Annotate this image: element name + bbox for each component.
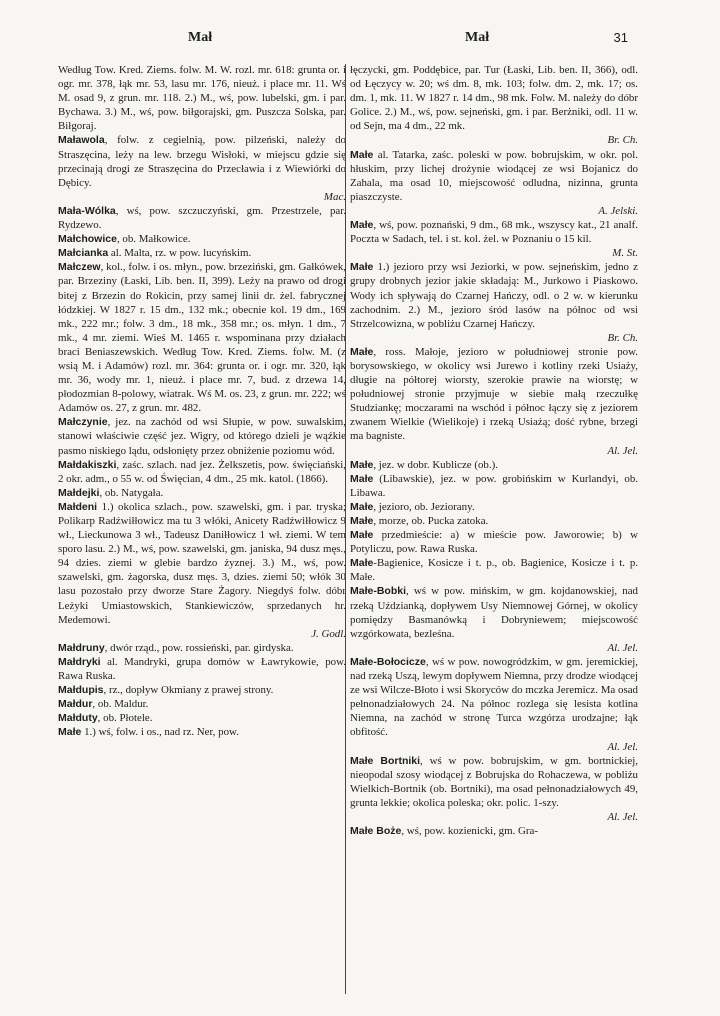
column-divider — [345, 64, 346, 994]
entry-headword: Małe — [350, 500, 374, 513]
dictionary-entry — [350, 472, 638, 500]
entry-headword: Małe — [350, 458, 374, 471]
entry-text: 1.) wś, folw. i os., nad rz. Ner, pow. — [81, 726, 239, 739]
right-column — [350, 63, 638, 998]
entry-headword: Mała-Wólka — [58, 204, 116, 217]
entry-signature: M. St. — [612, 247, 638, 260]
entry-text: , jez. na zachód od wsi Słupie, w pow. suwalskim, stanowi właściwie część jez. Wigry, od którego dzieli je wąźkie pasmo niskiego lądu, odsłonięty przez obniżenie poziomu wód. — [58, 416, 346, 457]
dictionary-entry — [350, 556, 638, 584]
entry-headword: Małczew — [58, 261, 101, 274]
entry-text: , zaśc. szlach. nad jez. Żelkszetis, pow. święciański, 2 okr. adm., o 55 w. od Święcian, 4 dm., 25 mk. katol. (1866). — [58, 458, 346, 485]
entry-headword: Małdruny — [58, 641, 105, 654]
dictionary-entry — [350, 500, 638, 514]
dictionary-entry — [350, 148, 638, 218]
dictionary-entry — [58, 500, 346, 641]
entry-headword: Małe — [58, 726, 82, 739]
entry-headword: Małczynie — [58, 416, 108, 429]
entry-text: , wś, pow. kozienicki, gm. Gra- — [401, 825, 538, 838]
running-head-right: Mał — [465, 30, 490, 45]
entry-text: al. Malta, rz. w pow. lucyńskim. — [108, 247, 252, 260]
dictionary-entry — [350, 514, 638, 528]
entry-signature: J. Godl. — [311, 627, 346, 640]
dictionary-entry — [350, 458, 638, 472]
entry-text: , kol., folw. i os. młyn., pow. brzeziński, gm. Gałkówek, par. Brzeziny (Łaski, Lib. ben. II, 399). Leży na prawo od drogi bitej z Brzezin do Rokicin, przy samej linii dr. żel. fabrycznej łódzkiej. W 1827 r. 15 dm., 132 mk.; obecnie kol. 19 dm., 169 mk., 222 mr.; folw. 3 dm., 18 mk., 358 mr.; os. młyn. 1 dm., 7 mk., 4 mr. ziemi. Wieś M. 1465 r. wspominana przy działach braci Beniaszewskich. Według Tow. Kred. Ziems. folw. M. (z wsią M. i Adamów) rozl. mr. 364: grunta or. i ogr. mr. 320, łąk mr. 36, wody mr. 1, nieuż. i place mr. 7, bud. z drzewa 14, płodozmian 8-polowy, wiatrak. Wś M. os. 23, z grun. mr. 222; wś Adamów os. 27, z grun. mr. 482. — [58, 261, 346, 415]
entry-headword: Małe Bortniki — [350, 754, 421, 767]
entry-text: -Bagienice, Kosicze i t. p., ob. Bagienice, Kosicze i t. p. Małe. — [350, 557, 638, 584]
entry-headword: Małdupis — [58, 684, 104, 697]
entry-headword: Małdeni — [58, 500, 98, 513]
dictionary-entry — [58, 204, 346, 232]
entry-headword: Małe — [350, 219, 374, 232]
entry-headword: Małe — [350, 345, 374, 358]
page-header — [58, 30, 628, 50]
entry-text: , dwór rząd., pow. rossieński, par. girdyska. — [104, 641, 294, 654]
dictionary-entry — [58, 415, 346, 457]
entry-signature: A. Jelski. — [598, 204, 638, 217]
left-column — [58, 63, 346, 998]
dictionary-entry — [58, 711, 346, 725]
dictionary-entry — [58, 641, 346, 655]
entry-headword: Małe-Bołocicze — [350, 655, 426, 668]
entry-text: 1.) okolica szlach., pow. szawelski, gm. i par. tryska; Polikarp Radźwiłłowicz ma tu 3 włóki, Anicety Radźwiłłowicz 9 wł., Lieckunowa 3 wł., Tadeusz Daniłłowicz 1 wł. ziemi. W tem sporo lasu. 2.) M., wś, pow. szawelski, gm. janiska, 94 dusz męs., 94 dzies. ziemi w glebie bardzo żyznej. 3.) M., wś, pow. szawelski, gm. żagorska, dusz męs. 3, dzies. ziemi 50; włók 30 lasu pozostało przy dworze Stare Żagory. Niegdyś folw. dóbr Leżyki Umiastowskich, Stankiewiczów, sprzedanych hr. Medemowi. — [58, 500, 346, 626]
entry-headword: Małcianka — [58, 247, 109, 260]
entry-text: Według Tow. Kred. Ziems. folw. M. W. rozl. mr. 618: grunta or. i ogr. mr. 378, łąk mr. 53, lasu mr. 176, nieuż. i place mr. 11. Wś M. osad 9, z grun. mr. 118. 2.) M., wś, pow. lubelski, gm. i par. Bychawa. 3.) M., wś, pow. biłgorajski, gm. Puszcza Solska, par. Biłgoraj. — [58, 64, 346, 133]
entry-headword: Małe — [350, 148, 374, 161]
entry-signature: Al. Jel. — [607, 444, 638, 457]
entry-text: , rz., dopływ Okmiany z prawej strony. — [103, 684, 274, 697]
dictionary-entry — [58, 697, 346, 711]
dictionary-entry — [58, 486, 346, 500]
page-number: 31 — [613, 30, 628, 45]
dictionary-entry — [58, 63, 346, 133]
dictionary-entry — [350, 218, 638, 260]
entry-text: , morze, ob. Pucka zatoka. — [373, 515, 489, 527]
entry-text: , jez. w dobr. Kublicze (ob.). — [373, 458, 498, 471]
entry-text: (Libawskie), jez. w pow. grobińskim w Kurlandyi, ob. Libawa. — [350, 472, 638, 499]
entry-text: , ross. Małoje, jezioro w południowej stronie pow. borysowskiego, w okolicy wsi Jurewo i kotliny rzeki Usiaży, długie na półtorej wiorsty, szerokie prawie na wiorstę; w południowej stronie przyjmuje w siebie małą rzeczułkę Studziankę; moczarami na wschód i północ łączy się z jeziorem zwanem Wielkie (Wielikoje) i rzeką Usiażą; dość rybne, brzegi ma bagniste. — [350, 345, 638, 443]
entry-headword: Małe — [350, 261, 374, 274]
dictionary-entry — [58, 246, 346, 260]
entry-signature: Mac. — [323, 190, 346, 203]
entry-headword: Małdur — [58, 698, 93, 711]
dictionary-entry — [58, 725, 346, 739]
entry-text: , ob. Płotele. — [97, 712, 153, 725]
dictionary-entry — [350, 260, 638, 345]
dictionary-entry — [350, 528, 638, 556]
entry-signature: Br. Ch. — [607, 134, 638, 147]
entry-text: , wś w pow. bobrujskim, w gm. bortnickiej, nieopodal szosy wiodącej z Bobrujska do Rohaczewa, w pobliżu Wielkich-Bortnik (ob. Bortniki), ma osad pełnonadziałowych 49, grunta lekkie; okolica poleska; okr. polic. 1-szy. — [350, 754, 638, 809]
entry-text: , wś, pow. poznański, 9 dm., 68 mk., wszyscy kat., 21 analf. Poczta w Sadach, tel. i st. kol. żel. w Poznaniu o 15 kil. — [350, 219, 638, 246]
entry-text: , wś w pow. nowogródzkim, w gm. jeremickiej, nad rzeką Uszą, lewym dopływem Niemna, przy drodze wiodącej ze wsi Wilcze-Błoto i wsi Skoryców do mczka Jeremicz. Ma osad pełnonadziałowych 24. Na północ rozlega się lesista kotlina Niemna, na zachód w stronę Turca wzgórza urodzajne; łąk obfitość. — [350, 655, 638, 739]
entry-signature: Al. Jel. — [607, 810, 638, 823]
dictionary-entry — [58, 458, 346, 486]
dictionary-entry — [350, 345, 638, 458]
entry-headword: Małe-Bobki — [350, 585, 407, 598]
entry-headword: Małdryki — [58, 655, 101, 668]
entry-text: , ob. Natygała. — [99, 486, 164, 499]
running-head-left: Mał — [188, 30, 213, 45]
dictionary-entry — [58, 683, 346, 697]
entry-text: , wś w pow. mińskim, w gm. kojdanowskiej, nad rzeką Uździanką, dopływem Usy Niemnowej Górnej, w okolicy pomiędzy Basmanówką i Dobryniewem; miejscowość wzgórkowata, bezleśna. — [350, 585, 638, 640]
entry-text: , ob. Maldur. — [92, 698, 149, 711]
entry-text: , folw. z cegielnią, pow. pilzeński, należy do Straszęcina, leży na lew. brzegu Wisłoki, w miejscu gdzie się przecinają drogi ze Straszęcina do Przecławia i z Wiewiórki do Dębicy. — [58, 134, 346, 189]
entry-text: łęczycki, gm. Poddębice, par. Tur (Łaski, Lib. ben. II, 366), odl. od Łęczycy w. 20; wś dm. 8, mk. 103; folw. dm. 2, mk. 17; os. dm. 1, mk. 11. W 1827 r. 14 dm., 98 mk. Folw. M. należy do dóbr Golice. 2.) M., wś, pow. sejneński, gm. i par. Berżniki, odl. 11 w. od Sejn, ma 4 dm., 22 mk. — [350, 64, 638, 133]
dictionary-entry — [58, 260, 346, 415]
entry-text: , wś, pow. szczuczyński, gm. Przestrzele, par. Rydzewo. — [58, 204, 346, 232]
dictionary-entry — [350, 824, 638, 838]
entry-headword: Małdakiszki — [58, 458, 117, 471]
dictionary-entry — [350, 584, 638, 654]
entry-headword: Małe — [350, 472, 374, 485]
entry-signature: Br. Ch. — [607, 331, 638, 344]
dictionary-entry — [350, 754, 638, 824]
entry-text: al. Mandryki, grupa domów w Ławrykowie, pow. Rawa Ruska. — [58, 655, 346, 683]
dictionary-entry — [58, 232, 346, 246]
dictionary-entry — [58, 133, 346, 203]
dictionary-entry — [350, 655, 638, 754]
entry-headword: Małchowice — [58, 233, 117, 246]
entry-headword: Małe — [350, 529, 374, 542]
entry-signature: Al. Jel. — [607, 641, 638, 654]
entry-text: przedmieście: a) w mieście pow. Jaworowie; b) w Potyliczu, pow. Rawa Ruska. — [350, 529, 638, 556]
entry-text: , jezioro, ob. Jeziorany. — [373, 500, 475, 513]
entry-headword: Małe Boże — [350, 825, 402, 838]
entry-headword: Małduty — [58, 712, 98, 725]
dictionary-entry — [350, 63, 638, 148]
entry-headword: Maławola — [58, 134, 105, 147]
entry-text: 1.) jezioro przy wsi Jeziorki, w pow. sejneńskim, jedno z grupy drobnych jezior jakie składają: M., Jurkowo i Piaskowo. Wody ich spływają do Czarnej Hańczy, odl. o 2 w. w kierunku zachodnim. 2.) M., jezioro śród lasów na północ od wsi Strzelcowizna, w pobliżu Czarnej Hańczy. — [350, 261, 638, 330]
dictionary-entry — [58, 655, 346, 683]
entry-headword: Małe — [350, 515, 374, 527]
entry-headword: Małdejki — [58, 486, 100, 499]
entry-signature: Al. Jel. — [607, 740, 638, 753]
entry-text: al. Tatarka, zaśc. poleski w pow. bobrujskim, w okr. pol. hłuskim, przy lichej drożynie wiodącej ze wsi Bojanicz do Zahala, ma osad 10, miejscowość odludna, nizinna, grunta piaszczyste. — [350, 148, 638, 203]
entry-text: , ob. Małkowice. — [116, 233, 191, 246]
entry-headword: Małe — [350, 557, 374, 570]
